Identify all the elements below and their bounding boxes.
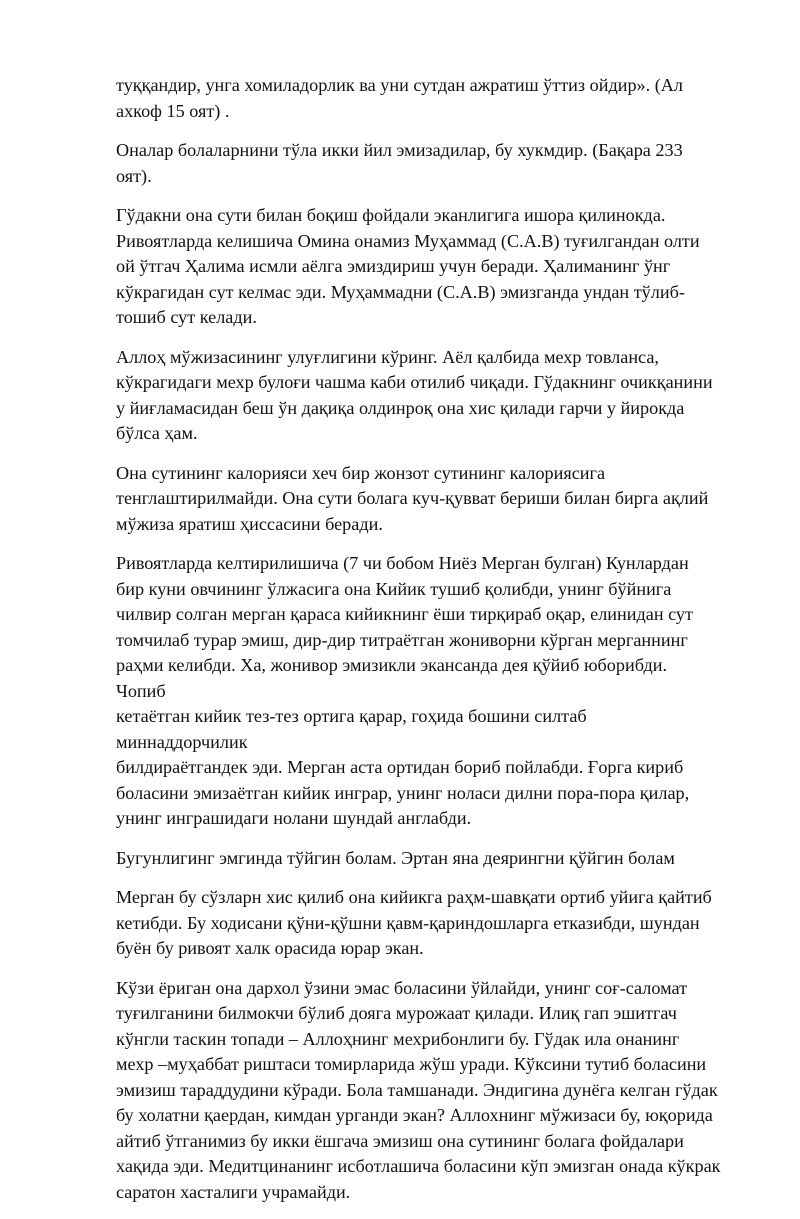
paragraph-6: Ривоятларда келтирилишича (7 чи бобом Ниёз Мерган булган) Кунлардан бир куни овчининг ўлжасига она Кийик тушиб қолибди, унинг бўйнига чилвир солган мерган қараса кийикнинг ёши тирқираб оқар, елинидан сут томчилаб турар эмиш, дир-дир титраётган жониворни кўрган мерганнинг раҳми келибди. Ха, жонивор эмизикли экансанда дея қўйиб юборибди. Чопиб кетаётган кийик тез-тез ортига қарар, гоҳида бошини силтаб миннаддорчилик билдираётгандек эди. Мерган аста ортидан бориб пойлабди. Ғорга кириб боласини эмизаётган кийик инграр, унинг ноласи дилни пора-пора қилар, унинг инграшидаги нолани шундай англабди. bbox=[116, 553, 693, 828]
paragraph-7: Бугунлигинг эмгинда тўйгин болам. Эртан яна деярингни қўйгин болам bbox=[116, 847, 675, 868]
paragraph-9: Кўзи ёриган она дархол ўзини эмас боласини ўйлайди, унинг соғ-саломат туғилганини билмокчи бўлиб дояга мурожаат қилади. Илиқ гап эшитгач кўнгли таскин топади – Аллоҳнинг мехрибонлиги бу. Гўдак ила онанинг мехр –муҳаббат риштаси томирларида жўш уради. Кўксини тутиб боласини эмизиш тараддудини кўради. Бола тамшанади. Эндигина дунёга келган гўдак бу холатни қаердан, кимдан урганди экан? Аллохнинг мўжизаси бу, юқорида айтиб ўтганимиз бу икки ёшгача эмизиш она сутининг болага фойдалари хақида эди. Медитцинанинг исботлашича боласини кўп эмизган онада кўкрак саратон хасталиги учрамайди. bbox=[116, 977, 721, 1202]
paragraph-1: туққандир, унга хомиладорлик ва уни сутдан ажратиш ўттиз ойдир». (Ал ахкоф 15 оят) . bbox=[116, 75, 683, 121]
paragraph-5: Она сутининг калорияси хеч бир жонзот сутининг калориясига тенглаштирилмайди. Она сути болага куч-қувват бериши билан бирга ақлий мўжиза яратиш ҳиссасини беради. bbox=[116, 462, 709, 534]
paragraph-8: Мерган бу сўзларн хис қилиб она кийикга раҳм-шавқати ортиб уйига қайтиб кетибди. Бу ходисани қўни-қўшни қавм-қариндошларга етказибди, шундан буён бу ривоят халк орасида юрар экан. bbox=[116, 887, 712, 958]
paragraph-2: Оналар болаларнини тўла икки йил эмизадилар, бу хукмдир. (Бақара 233 оят). bbox=[116, 140, 683, 186]
document-body bbox=[116, 73, 721, 1219]
paragraph-4: Аллоҳ мўжизасининг улуғлигини кўринг. Аёл қалбида мехр товланса, кўкрагидаги мехр булоғи чашма каби отилиб чиқади. Гўдакнинг очикқанини у йиғламасидан беш ўн дақиқа олдинроқ она хис қилади гарчи у йирокда бўлса ҳам. bbox=[116, 346, 713, 443]
paragraph-3: Гўдакни она сути билан боқиш фойдали эканлигига ишора қилинокда. Ривоятларда келишича Омина онамиз Муҳаммад (С.А.В) туғилгандан олти ой ўтгач Ҳалима исмли аёлга эмиздириш учун беради. Ҳалиманинг ўнг кўкрагидан сут келмас эди. Муҳаммадни (С.А.В) эмизганда ундан тўлиб- тошиб сут келади. bbox=[116, 205, 700, 327]
